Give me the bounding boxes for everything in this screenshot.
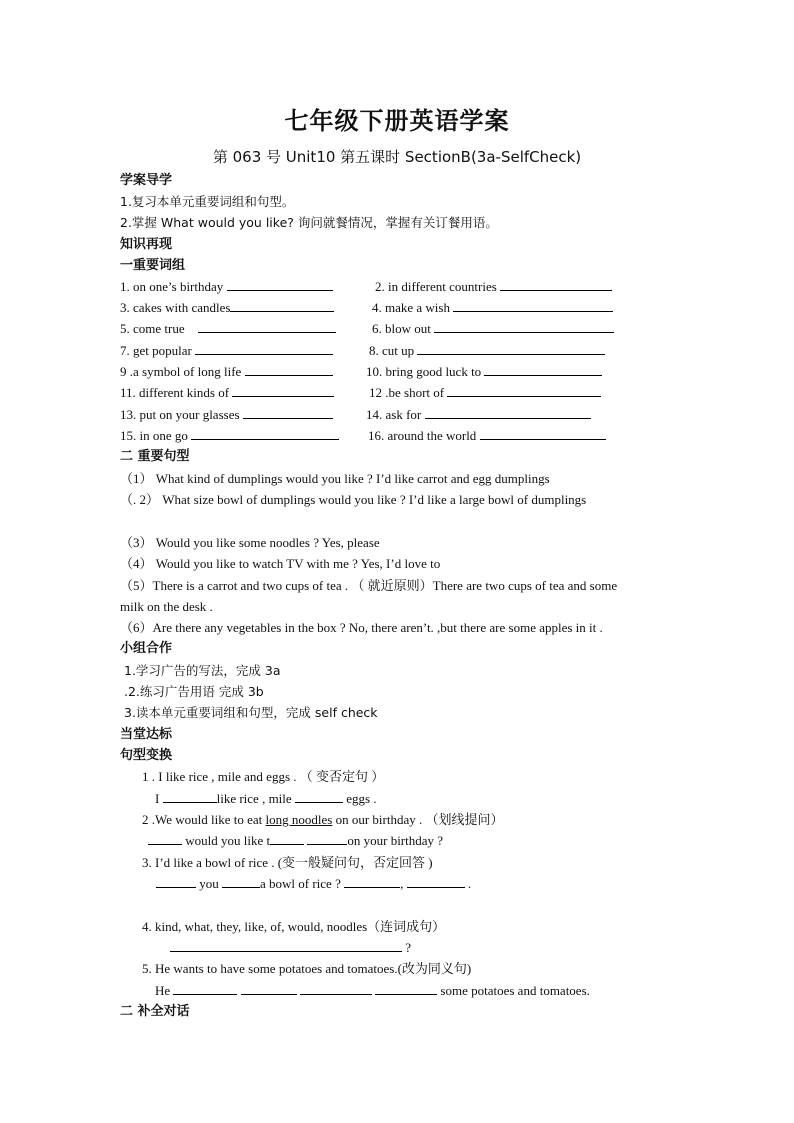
- phrase-item: 3. cakes with candles: [120, 299, 334, 316]
- page-title: 七年级下册英语学案: [284, 107, 510, 135]
- answer-blank[interactable]: [480, 427, 606, 440]
- phrase-item: 14. ask for: [366, 406, 591, 423]
- classwork-heading: 当堂达标: [120, 727, 173, 742]
- phrase-item: 16. around the world: [368, 427, 606, 444]
- phrase-item: 10. bring good luck to: [366, 363, 602, 380]
- answer-blank[interactable]: [227, 278, 333, 291]
- answer-blank[interactable]: [230, 299, 334, 312]
- exercise-question: 3. I’d like a bowl of rice . (变一般疑问句，否定回答 ): [142, 855, 433, 870]
- sentence-item: （1） What kind of dumplings would you like ? I’d like carrot and egg dumplings: [120, 471, 550, 486]
- group-item: .2.练习广告用语 完成 3b: [124, 684, 264, 699]
- phrase-item: 5. come true: [120, 320, 336, 337]
- phrase-item: 15. in one go: [120, 427, 339, 444]
- answer-blank[interactable]: [241, 982, 297, 995]
- exercise-answer-line: would you like t on your birthday ?: [148, 832, 443, 849]
- answer-blank[interactable]: [191, 427, 339, 440]
- page-subtitle: 第 063 号 Unit10 第五课时 SectionB(3a-SelfCheck): [212, 148, 582, 166]
- answer-blank[interactable]: [270, 832, 304, 845]
- group-heading: 小组合作: [120, 641, 173, 656]
- answer-blank[interactable]: [484, 363, 602, 376]
- answer-blank[interactable]: [195, 342, 333, 355]
- sentence-item: （. 2） What size bowl of dumplings would you like ? I’d like a large bowl of dumplings: [120, 492, 587, 507]
- group-item: 3.读本单元重要词组和句型，完成 self check: [124, 705, 378, 720]
- answer-blank[interactable]: [307, 832, 347, 845]
- answer-blank[interactable]: [375, 982, 437, 995]
- sentence-item: milk on the desk .: [120, 599, 213, 614]
- phrase-item: 2. in different countries: [375, 278, 612, 295]
- exercise-answer-line: you a bowl of rice ? , .: [156, 875, 471, 892]
- sentence-item: （5）There is a carrot and two cups of tea . （ 就近原则）There are two cups of tea and some: [120, 578, 618, 593]
- exercise-answer-line: ?: [170, 939, 411, 956]
- sentence-item: （4） Would you like to watch TV with me ? Yes, I’d love to: [120, 556, 441, 571]
- dialog-heading: 二 补全对话: [120, 1004, 190, 1019]
- guide-item: 1.复习本单元重要词组和句型。: [120, 194, 295, 209]
- answer-blank[interactable]: [173, 982, 237, 995]
- exercise-question: 1 . I like rice , mile and eggs . （ 变否定句 ）: [142, 769, 385, 784]
- answer-blank[interactable]: [407, 875, 465, 888]
- answer-blank[interactable]: [245, 363, 333, 376]
- phrase-item: 9 .a symbol of long life: [120, 363, 333, 380]
- answer-blank[interactable]: [310, 939, 402, 952]
- answer-blank[interactable]: [199, 790, 217, 803]
- transform-heading: 句型变换: [120, 748, 173, 763]
- exercise-question: 5. He wants to have some potatoes and tomatoes.(改为同义句): [142, 961, 472, 976]
- review-heading: 知识再现: [120, 237, 173, 252]
- guide-item: 2.掌握 What would you like? 询问就餐情况，掌握有关订餐用语。: [120, 215, 498, 230]
- answer-blank[interactable]: [434, 320, 614, 333]
- answer-blank[interactable]: [295, 790, 343, 803]
- answer-blank[interactable]: [222, 875, 260, 888]
- exercise-question: 4. kind, what, they, like, of, would, noodles（连词成句）: [142, 919, 446, 934]
- answer-blank[interactable]: [243, 406, 333, 419]
- phrases-heading: 一重要词组: [120, 258, 186, 273]
- phrase-item: 13. put on your glasses: [120, 406, 333, 423]
- answer-blank[interactable]: [344, 875, 400, 888]
- phrase-item: 7. get popular: [120, 342, 333, 359]
- answer-blank[interactable]: [163, 790, 199, 803]
- answer-blank[interactable]: [417, 342, 605, 355]
- answer-blank[interactable]: [198, 320, 336, 333]
- phrase-item: 6. blow out: [372, 320, 614, 337]
- exercise-answer-line: He some potatoes and tomatoes.: [155, 983, 590, 998]
- answer-blank[interactable]: [170, 939, 310, 952]
- sentence-item: （6）Are there any vegetables in the box ? No, there aren’t. ,but there are some apples in it .: [120, 620, 603, 635]
- phrase-item: 8. cut up: [369, 342, 605, 359]
- phrase-item: 12 .be short of: [369, 384, 601, 401]
- sentences-heading: 二 重要句型: [120, 449, 190, 464]
- guide-heading: 学案导学: [120, 173, 173, 188]
- exercise-answer-line: I like rice , mile eggs .: [155, 791, 377, 806]
- sentence-item: （3） Would you like some noodles ? Yes, please: [120, 535, 380, 550]
- phrase-item: 11. different kinds of: [120, 384, 334, 401]
- answer-blank[interactable]: [425, 406, 591, 419]
- answer-blank[interactable]: [148, 832, 182, 845]
- answer-blank[interactable]: [232, 384, 334, 397]
- group-item: 1.学习广告的写法，完成 3a: [124, 663, 281, 678]
- answer-blank[interactable]: [156, 875, 196, 888]
- answer-blank[interactable]: [447, 384, 601, 397]
- phrase-item: 1. on one’s birthday: [120, 278, 333, 295]
- exercise-question: 2 .We would like to eat long noodles on our birthday . （划线提问）: [142, 812, 504, 827]
- answer-blank[interactable]: [500, 278, 612, 291]
- answer-blank[interactable]: [453, 299, 613, 312]
- answer-blank[interactable]: [300, 982, 372, 995]
- phrase-item: 4. make a wish: [372, 299, 613, 316]
